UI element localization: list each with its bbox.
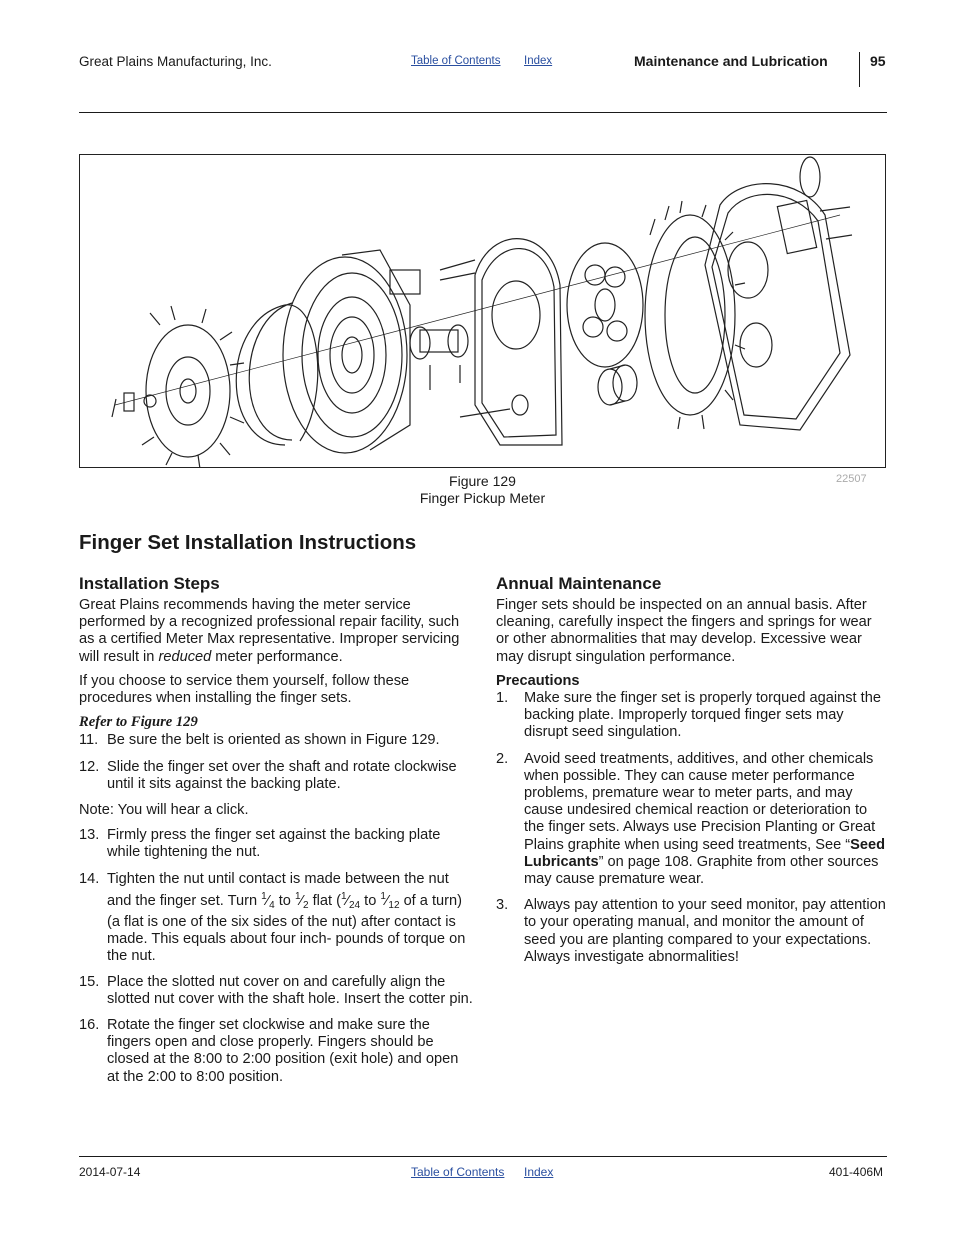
header-rule [79, 112, 887, 113]
installation-intro-2: If you choose to service them yourself, follow these procedures when installing the finger sets. [79, 672, 410, 707]
precaution-1: 1. Make sure the finger set is properly torqued against the backing plate. Improperly torqued finger sets may disrupt seed singulation. [496, 690, 881, 741]
drawing-number: 22507 [836, 473, 867, 485]
refer-figure-link: Refer to Figure 129 [79, 714, 198, 731]
seed-lubricants-reference: Seed Lubricants [524, 836, 886, 870]
header-divider [859, 52, 860, 87]
figure-caption: Finger Pickup Meter [419, 490, 546, 506]
precautions-heading: Precautions [496, 672, 580, 689]
footer-date: 2014-07-14 [79, 1165, 141, 1179]
precaution-3: 3. Always pay attention to your seed monitor, pay attention to your operating manual, and monitor the amount of seed you are planting compared to your expectations. Always investigate abnormalities! [496, 897, 886, 965]
document-number: 401-406M [829, 1165, 884, 1179]
step-14: 14. Tighten the nut until contact is made between the nut and the finger set. Turn $^1⁄_4$ to $^1⁄_2$ flat ($^1⁄_{24}$ to $^1⁄_{12}$ of a turn) (a flat is one of the six sides of the nut) after contact is made. This equals about four inch- pounds of torque on the nut. [79, 870, 466, 965]
figure-frame [79, 154, 886, 468]
precaution-2: 2. Avoid seed treatments, additives, and other chemicals when possible. They can cause meter performance problems, premature wear to meter parts, and may cause undesired chemical reaction or deterioration to the finger sets. Always use Precision Planting or Great Plains graphite when using seed treatments, See “Seed Lubricants” on page 108. Graphite from other sources may cause premature wear. [496, 750, 886, 888]
step-12: 12. Slide the finger set over the shaft and rotate clockwise until it sits against the backing plate. [79, 758, 457, 792]
maintenance-heading: Annual Maintenance [496, 574, 662, 593]
housing-part [283, 250, 410, 453]
section-title: Maintenance and Lubrication [634, 53, 828, 69]
footer-toc-link[interactable]: Table of Contents [411, 1165, 505, 1179]
figure-label: Figure 129 [449, 473, 516, 489]
footer-index-link[interactable]: Index [524, 1165, 554, 1179]
company-name: Great Plains Manufacturing, Inc. [79, 54, 272, 69]
installation-column [79, 597, 474, 1086]
maintenance-column [496, 597, 888, 966]
step-15: 15. Place the slotted nut cover on and carefully align the slotted nut cover with the shaft hole. Insert the cotter pin. [79, 973, 473, 1007]
installation-intro-1: Great Plains recommends having the meter service performed by a recognized professional repair facility, such as a certified Meter Max representative. Improper servicing will result in reduced meter performance. [79, 597, 460, 665]
cover-part [705, 157, 852, 430]
seed-disc-part [567, 243, 643, 367]
installation-heading: Installation Steps [79, 574, 220, 593]
page-heading: Finger Set Installation Instructions [79, 531, 417, 554]
page-number: 95 [870, 53, 886, 69]
toothed-wheel-part [645, 201, 745, 429]
header-toc-link[interactable]: Table of Contents [411, 55, 501, 67]
finger-pickup-meter-drawing [80, 155, 885, 467]
footer-rule [79, 1156, 887, 1157]
step-13: 13. Firmly press the finger set against the backing plate while tightening the nut. [79, 827, 441, 861]
maintenance-intro: Finger sets should be inspected on an annual basis. After cleaning, carefully inspect the fingers and springs for wear or other abnormalities that may develop. Excessive wear may disrupt singulation performance. [496, 597, 872, 665]
step-16: 16. Rotate the finger set clockwise and make sure the fingers open and close properly. Fingers should be closed at the 8:00 to 2:00 position (exit hole) and open at the 2:00 to 8:00 position. [79, 1017, 459, 1085]
hub-part [390, 260, 475, 390]
header-index-link[interactable]: Index [524, 55, 553, 67]
bearing-part [598, 365, 637, 405]
bolt-part [112, 393, 156, 417]
note: Note: You will hear a click. [79, 802, 249, 819]
finger-set-part [142, 306, 244, 467]
step-11: 11. Be sure the belt is oriented as shown in Figure 129. [79, 732, 440, 749]
backing-plate-part [460, 239, 562, 445]
